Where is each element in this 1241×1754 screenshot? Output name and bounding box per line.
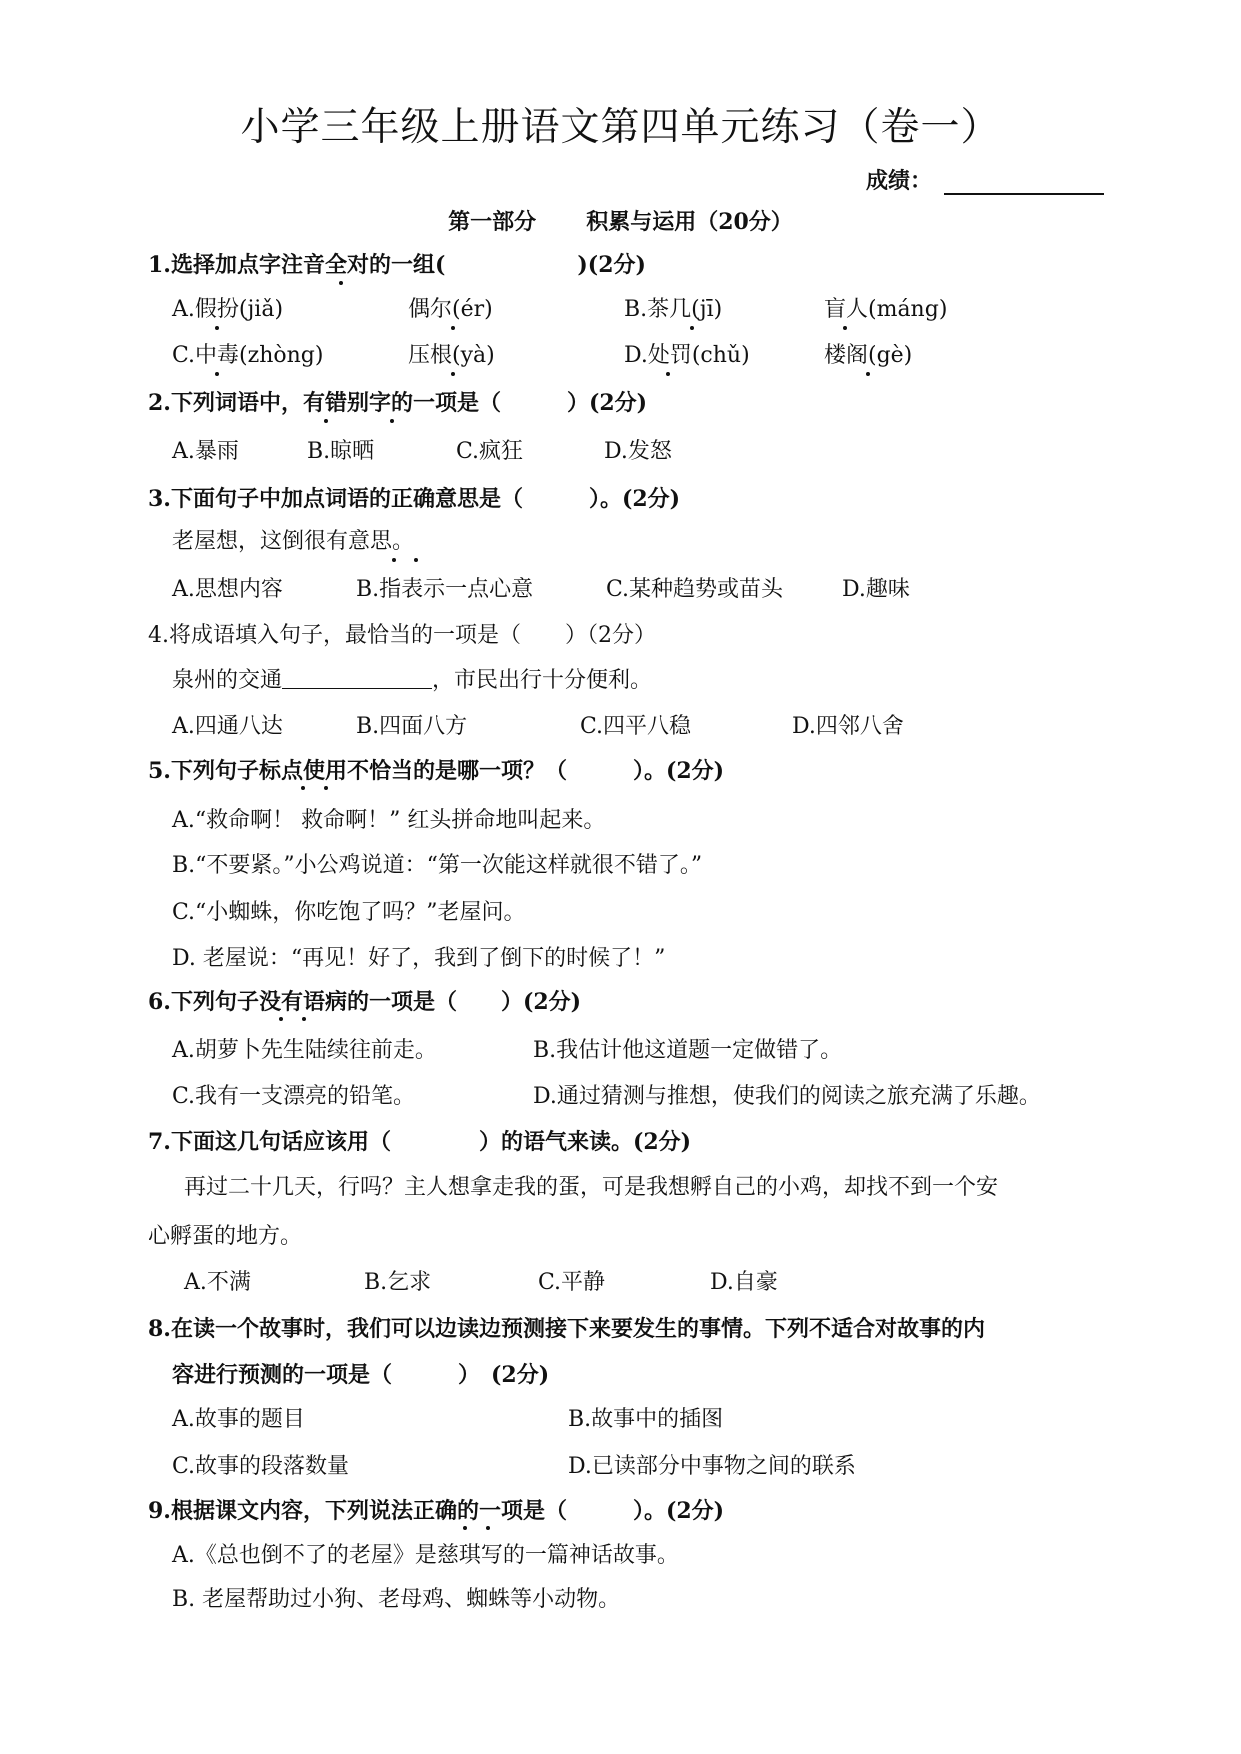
- q8-option: C.故事的段落数量: [172, 1454, 350, 1479]
- q6-option: D.通过猜测与推想，使我们的阅读之旅充满了乐趣。: [533, 1084, 1041, 1109]
- q2-option: D.发怒: [604, 439, 672, 464]
- emphasis-dot: [866, 372, 870, 376]
- q1-option: A.假扮(jiǎ): [172, 297, 284, 322]
- question-6-stem: 6.下列句子没有语病的一项是（ ）(2分): [148, 989, 582, 1015]
- part-heading: [0, 211, 1241, 233]
- question-2-stem: 2.下列词语中，有错别字的一项是（ ）(2分): [148, 390, 648, 416]
- part-title: 积累与运用（20分）: [586, 209, 793, 235]
- q6-option: B.我估计他这道题一定做错了。: [533, 1038, 843, 1063]
- q8-option: A.故事的题目: [172, 1407, 305, 1432]
- q7-passage: 再过二十几天，行吗？主人想拿走我的蛋，可是我想孵自己的小鸡，却找不到一个安: [184, 1175, 999, 1200]
- q1-option: 盲人(máng): [824, 297, 948, 322]
- emphasis-dot: [451, 326, 455, 330]
- q4-option: C.四平八稳: [580, 714, 692, 739]
- question-7-stem: 7.下面这几句话应该用（ ）的语气来读。(2分): [148, 1129, 692, 1155]
- emphasis-dot: [339, 281, 343, 285]
- q8-option: D.已读部分中事物之间的联系: [568, 1454, 856, 1479]
- question-4-stem: 4.将成语填入句子，最恰当的一项是（ ）（2分）: [148, 623, 656, 648]
- q4-fill-blank[interactable]: [282, 670, 432, 689]
- q7-option: A.不满: [184, 1270, 251, 1295]
- q3-option: D.趣味: [842, 577, 910, 602]
- emphasis-dot: [451, 372, 455, 376]
- q4-option: D.四邻八舍: [792, 714, 904, 739]
- page-title: 小学三年级上册语文第四单元练习（卷一）: [240, 105, 1001, 150]
- emphasis-dot: [414, 558, 418, 562]
- emphasis-dot: [215, 326, 219, 330]
- emphasis-dot: [302, 1017, 306, 1021]
- emphasis-dot: [843, 326, 847, 330]
- q7-option: B.乞求: [364, 1270, 432, 1295]
- q5-option: B.“不要紧。”小公鸡说道：“第一次能这样就很不错了。”: [172, 853, 703, 878]
- emphasis-dot: [324, 786, 328, 790]
- emphasis-dot: [215, 372, 219, 376]
- q4-sentence-before: 泉州的交通: [172, 668, 283, 693]
- q1-option: 楼阁(gè): [824, 343, 913, 368]
- q3-sentence: 老屋想，这倒很有意思。: [172, 529, 415, 554]
- q7-passage: 心孵蛋的地方。: [148, 1224, 303, 1249]
- q4-sentence: [172, 670, 652, 692]
- q9-option: B. 老屋帮助过小狗、老母鸡、蜘蛛等小动物。: [172, 1587, 621, 1612]
- emphasis-dot: [279, 1017, 283, 1021]
- q1-option: B.茶几(jī): [624, 297, 723, 322]
- question-9-stem: 9.根据课文内容，下列说法正确的一项是（ ）。(2分): [148, 1498, 725, 1524]
- q7-option: C.平静: [538, 1270, 606, 1295]
- q4-option: B.四面八方: [356, 714, 468, 739]
- part-name: 第一部分: [448, 209, 537, 235]
- score-label: 成绩：: [866, 168, 933, 194]
- q6-option: C.我有一支漂亮的铅笔。: [172, 1084, 416, 1109]
- question-8-stem: 8.在读一个故事时，我们可以边读边预测接下来要发生的事情。下列不适合对故事的内: [148, 1316, 985, 1342]
- emphasis-dot: [690, 326, 694, 330]
- emphasis-dot: [301, 786, 305, 790]
- q4-sentence-after: ，市民出行十分便利。: [432, 668, 653, 693]
- q2-option: C.疯狂: [456, 439, 524, 464]
- q9-option: A.《总也倒不了的老屋》是慈琪写的一篇神话故事。: [172, 1543, 679, 1568]
- emphasis-dot: [666, 372, 670, 376]
- score-blank[interactable]: [944, 193, 1104, 195]
- q3-option: C.某种趋势或苗头: [606, 577, 784, 602]
- q5-option: C.“小蜘蛛，你吃饱了吗？”老屋问。: [172, 900, 526, 925]
- q8-option: B.故事中的插图: [568, 1407, 724, 1432]
- question-8-stem: 容进行预测的一项是（ ） (2分): [172, 1362, 550, 1388]
- q4-option: A.四通八达: [172, 714, 283, 739]
- q2-option: A.暴雨: [172, 439, 239, 464]
- question-1-stem: 1.选择加点字注音全对的一组( )(2分): [148, 252, 646, 278]
- emphasis-dot: [463, 1526, 467, 1530]
- q5-option: A.“救命啊！ 救命啊！” 红头拼命地叫起来。: [172, 808, 606, 833]
- emphasis-dot: [486, 1526, 490, 1530]
- emphasis-dot: [324, 419, 328, 423]
- q5-option: D. 老屋说：“再见！好了，我到了倒下的时候了！”: [172, 946, 666, 971]
- q2-option: B.晾晒: [307, 439, 375, 464]
- q7-option: D.自豪: [710, 1270, 778, 1295]
- q1-option: C.中毒(zhòng): [172, 343, 324, 368]
- q1-option: 压根(yà): [408, 343, 495, 368]
- q1-option: D.处罚(chǔ): [624, 343, 750, 368]
- question-5-stem: 5.下列句子标点使用不恰当的是哪一项？（ ）。(2分): [148, 758, 725, 784]
- question-3-stem: 3.下面句子中加点词语的正确意思是（ ）。(2分): [148, 486, 681, 512]
- q3-option: A.思想内容: [172, 577, 283, 602]
- q3-option: B.指表示一点心意: [356, 577, 534, 602]
- emphasis-dot: [390, 419, 394, 423]
- emphasis-dot: [392, 558, 396, 562]
- q6-option: A.胡萝卜先生陆续往前走。: [172, 1038, 437, 1063]
- q1-option: 偶尔(ér): [408, 297, 493, 322]
